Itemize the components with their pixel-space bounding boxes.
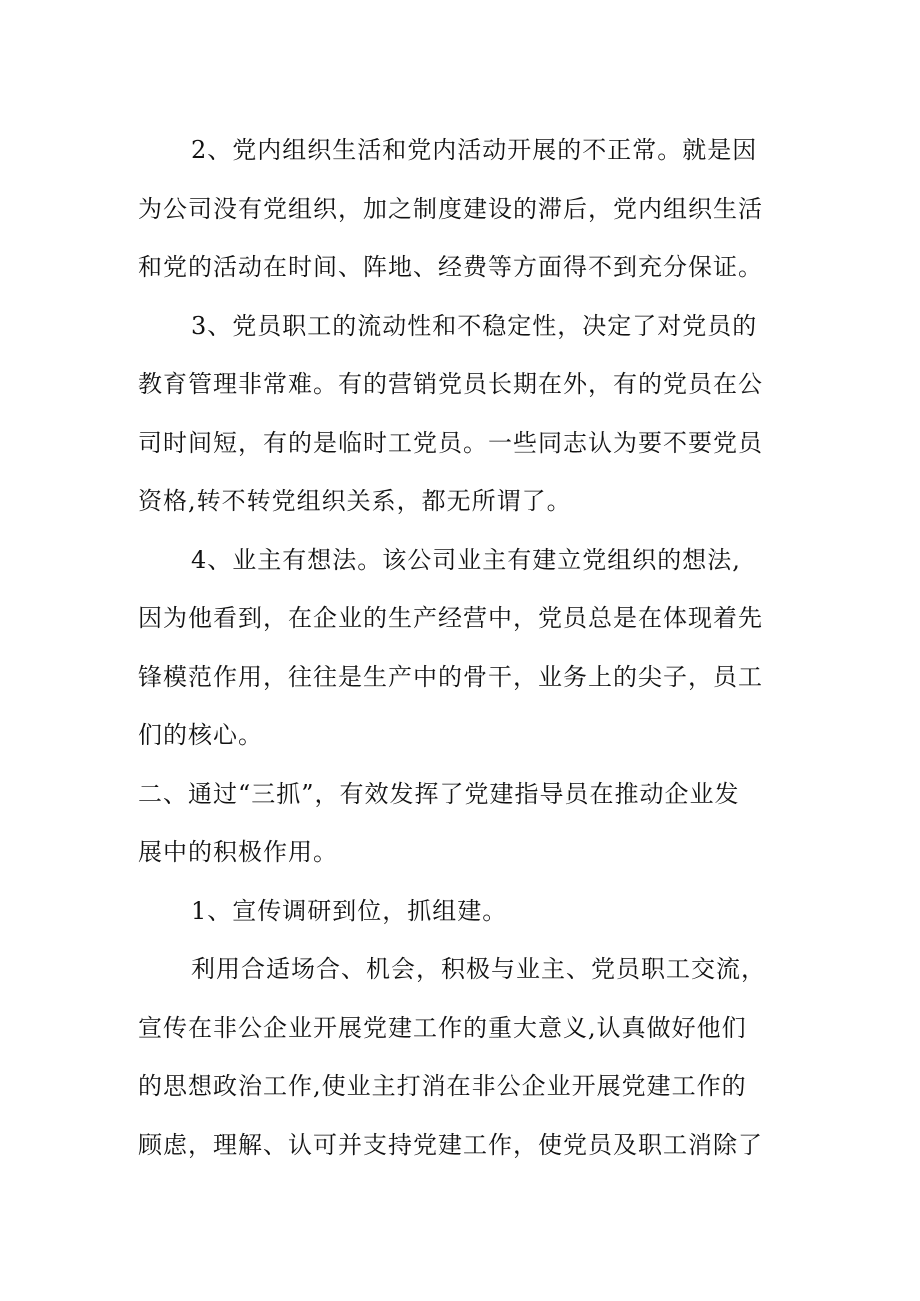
text-line: 展中的积极作用。 [138, 838, 338, 866]
text-line: 们的核心。 [138, 721, 263, 749]
text-line: 2、党内组织生活和党内活动开展的不正常。就是因 [191, 136, 758, 164]
text-line: 的思想政治工作,使业主打消在非公企业开展党建工作的 [138, 1072, 747, 1100]
text-line: 因为他看到，在企业的生产经营中，党员总是在体现着先 [138, 604, 763, 632]
text-line: 二、通过“三抓”，有效发挥了党建指导员在推动企业发 [138, 779, 740, 808]
document-body [138, 121, 790, 1174]
text-line: 宣传在非公企业开展党建工作的重大意义,认真做好他们 [138, 1013, 747, 1042]
text-line: 司时间短，有的是临时工党员。一些同志认为要不要党员 [138, 428, 763, 457]
text-line: 顾虑，理解、认可并支持党建工作，使党员及职工消除了 [138, 1130, 763, 1159]
text-line: 4、业主有想法。该公司业主有建立党组织的想法, [191, 545, 741, 574]
text-line: 利用合适场合、机会，积极与业主、党员职工交流， [191, 955, 766, 983]
text-line: 教育管理非常难。有的营销党员长期在外，有的党员在公 [138, 370, 763, 398]
text-line: 1、宣传调研到位，抓组建。 [191, 896, 508, 925]
text-line: 3、党员职工的流动性和不稳定性，决定了对党员的 [191, 311, 758, 340]
text-line: 锋模范作用，往往是生产中的骨干，业务上的尖子，员工 [138, 662, 763, 691]
text-line: 和党的活动在时间、阵地、经费等方面得不到充分保证。 [138, 253, 763, 281]
text-line: 资格,转不转党组织关系，都无所谓了。 [138, 487, 572, 515]
text-line: 为公司没有党组织，加之制度建设的滞后，党内组织生活 [138, 194, 763, 223]
